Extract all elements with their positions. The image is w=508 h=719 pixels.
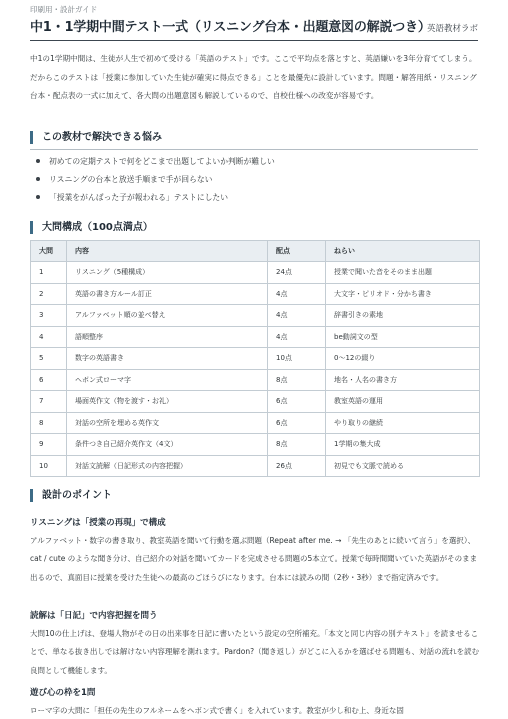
- table-row: 7 場面英作文（物を渡す・お礼） 6点 教室英語の運用: [31, 391, 480, 413]
- section-divider: [30, 149, 478, 150]
- problem-list: [36, 153, 275, 207]
- section-heading-problems: この教材で解決できる悩み: [30, 131, 162, 144]
- table-row: 1 リスニング（5種構成） 24点 授業で聞いた音をそのまま出題: [31, 262, 480, 284]
- section-heading-design: 設計のポイント: [30, 489, 112, 502]
- table-header-row: [31, 241, 480, 262]
- design-point-title: リスニングは「授業の再現」で構成: [30, 518, 166, 528]
- design-point-body: ローマ字の大問に「担任の先生のフルネームをヘボン式で書く」を入れています。教室が少し和む上、身近な固: [30, 706, 404, 715]
- bullet-icon: [36, 195, 40, 199]
- design-point-body: 大問10の仕上げは、登場人物がその日の出来事を日記に書いたという設定の空所補充。「本文と同じ内容の別テキスト」を読ませることで、単なる抜き出しでは解けない内容理解を測れます。Pardon?（聞き返し）がどこに入るかを選ばせる問題も、対話の流れを読む良問として機能します。: [30, 629, 480, 675]
- table-row: 8 対話の空所を埋める英作文 6点 やり取りの継続: [31, 412, 480, 434]
- table-row: 3 アルファベット順の並べ替え 4点 辞書引きの素地: [31, 305, 480, 327]
- table-row: 4 語順整序 4点 be動詞文の型: [31, 326, 480, 348]
- table-row: 9 条件つき自己紹介英作文（4文） 8点 1学期の集大成: [31, 434, 480, 456]
- table-row: 2 英語の書き方ルール訂正 4点 大文字・ピリオド・分かち書き: [31, 283, 480, 305]
- section-heading-composition: 大問構成（100点満点）: [30, 221, 153, 234]
- list-item: 初めての定期テストで何をどこまで出題してよいか判断が難しい: [36, 153, 275, 171]
- table-row: 10 対話文読解（日記形式の内容把握） 26点 初見でも文脈で読める: [31, 455, 480, 477]
- bullet-icon: [36, 159, 40, 163]
- page-title: 中1・1学期中間テスト一式（リスニング台本・出題意図の解説つき）: [30, 20, 431, 35]
- kicker: 印刷用・設計ガイド: [30, 5, 98, 14]
- design-point-title: 遊び心の枠を1問: [30, 688, 96, 698]
- list-item: リスニングの台本と放送手順まで手が回らない: [36, 171, 275, 189]
- title-divider: [30, 40, 478, 41]
- design-point-title: 読解は「日記」で内容把握を問う: [30, 611, 158, 621]
- column-header: 大問: [31, 241, 67, 262]
- table-row: 5 数字の英語書き 10点 0〜12の綴り: [31, 348, 480, 370]
- column-header: 配点: [268, 241, 326, 262]
- column-header: ねらい: [326, 241, 480, 262]
- column-header: 内容: [67, 241, 268, 262]
- intro-paragraph: 中1の1学期中間は、生徒が人生で初めて受ける「英語のテスト」です。ここで平均点を落とすと、英語嫌いを3年分育ててしまう。だからこのテストは「授業に参加していた生徒が確実に得点できる」ことを最優先に設計しています。問題・解答用紙・リスニング台本・配点表の一式に加えて、各大問の出題意図も解説しているので、自校仕様への改変が容易です。: [30, 54, 477, 100]
- composition-table: [30, 240, 480, 477]
- table-row: 6 ヘボン式ローマ字 8点 地名・人名の書き方: [31, 369, 480, 391]
- list-item: 「授業をがんばった子が報われる」テストにしたい: [36, 189, 275, 207]
- bullet-icon: [36, 177, 40, 181]
- brand-label: 英語教材ラボ: [426, 24, 478, 34]
- design-point-body: アルファベット・数字の書き取り、教室英語を聞いて行動を選ぶ問題（Repeat after me. → 「先生のあとに続いて言う」を選択）、cat / cute のような聞き分け、自己紹介の対話を聞いてカードを完成させる問題の5本立て。授業で毎時間聞いていた英語がそのまま出るので、真面目に授業を受けた生徒への最高のごほうびになります。台本には読みの間（2秒・3秒）まで指定済みです。: [30, 536, 478, 582]
